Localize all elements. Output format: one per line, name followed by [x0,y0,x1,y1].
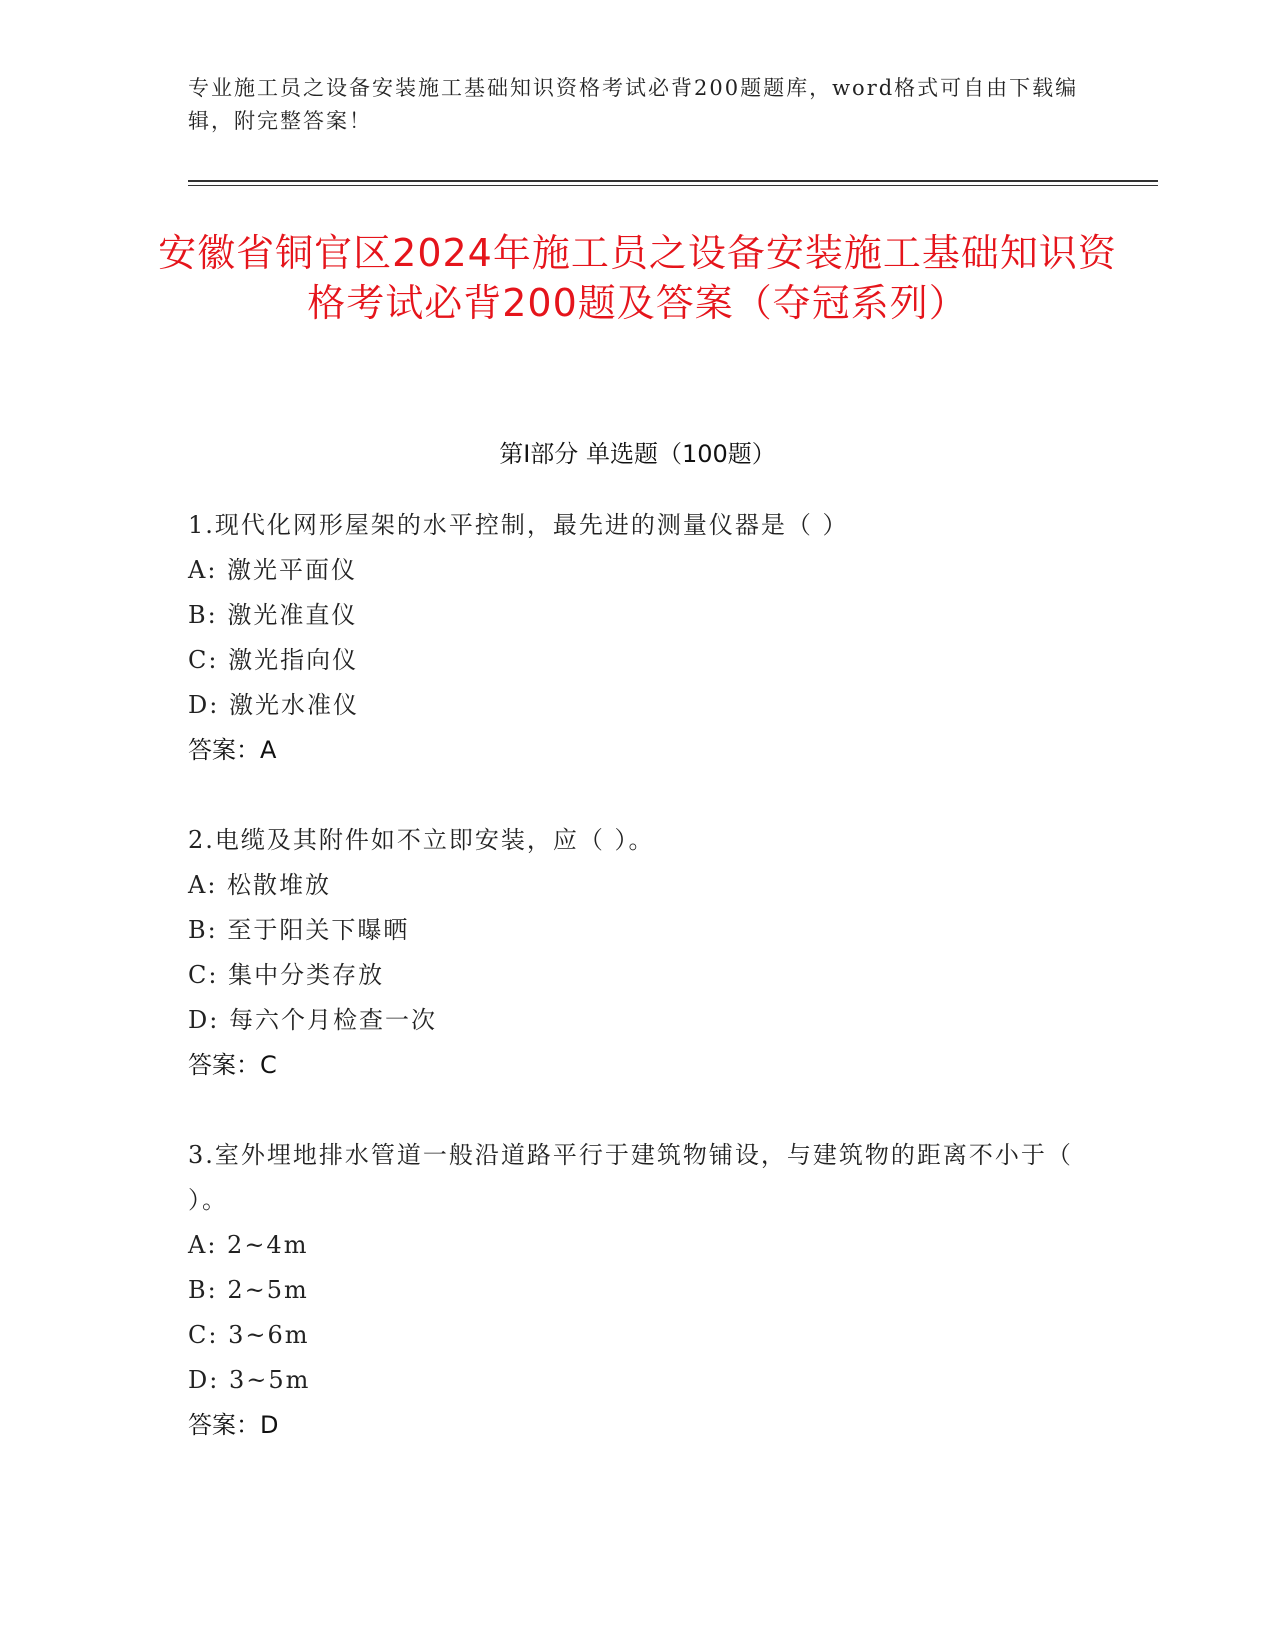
option-c: C: 集中分类存放 [188,961,385,989]
question-2 [188,818,1088,1088]
option-b: B: 2~5m [188,1276,309,1304]
option-d: D: 每六个月检查一次 [188,1006,437,1034]
answer: 答案：D [188,1411,279,1439]
option-b: B: 激光准直仪 [188,601,358,629]
option-a: A: 激光平面仪 [188,556,358,584]
option-a: A: 2~4m [188,1231,309,1259]
option-d: D: 激光水准仪 [188,691,359,719]
answer: 答案：C [188,1051,277,1079]
answer: 答案：A [188,736,277,764]
option-b: B: 至于阳关下曝晒 [188,916,410,944]
option-c: C: 3~6m [188,1321,310,1349]
option-d: D: 3~5m [188,1366,311,1394]
option-a: A: 松散堆放 [188,871,332,899]
header-divider-thick [188,180,1158,182]
question-stem: 1.现代化网形屋架的水平控制，最先进的测量仪器是（ ） [188,511,849,539]
question-stem: 2.电缆及其附件如不立即安装，应（ ）。 [188,826,655,854]
header-note: 专业施工员之设备安装施工基础知识资格考试必背200题题库，word格式可自由下载编辑，附完整答案！ [188,76,1079,133]
question-1 [188,503,1088,773]
header-divider-thin [188,185,1158,186]
option-c: C: 激光指向仪 [188,646,359,674]
question-3 [188,1133,1088,1448]
question-stem: 3.室外埋地排水管道一般沿道路平行于建筑物铺设，与建筑物的距离不小于（ ）。 [188,1141,1073,1214]
section-title: 第Ⅰ部分 单选题（100题） [499,440,776,468]
document-title: 安徽省铜官区2024年施工员之设备安装施工基础知识资格考试必背200题及答案（夺冠系列） [158,231,1117,325]
